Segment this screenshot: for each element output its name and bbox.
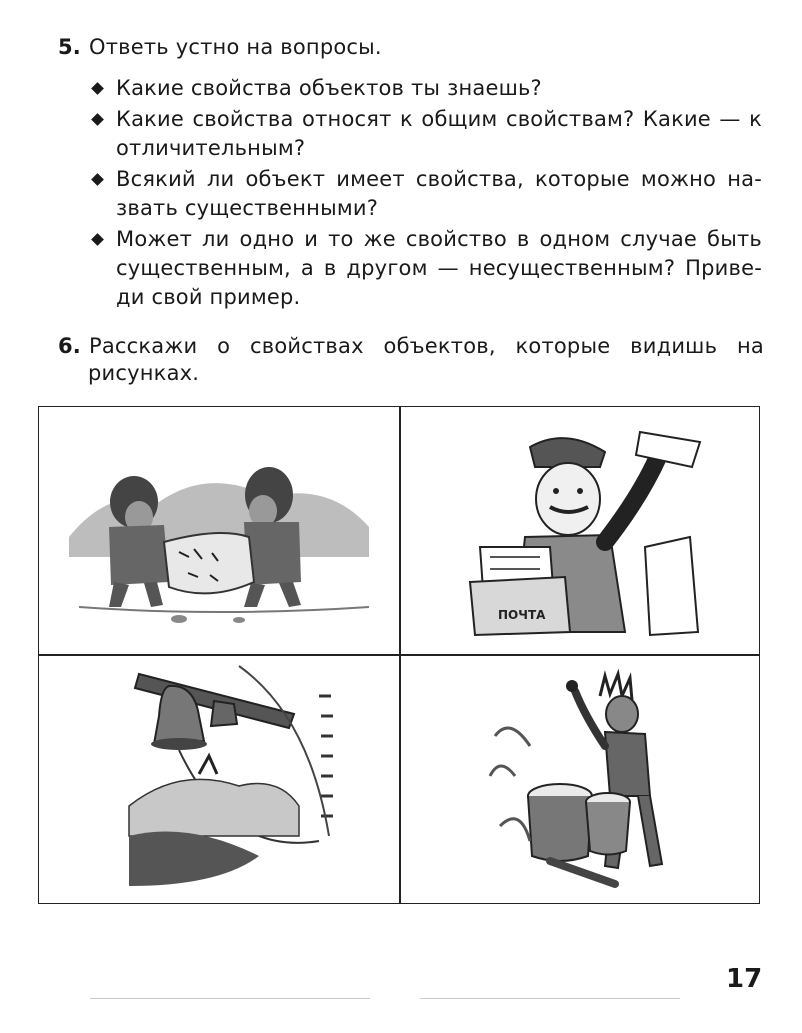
- task-6-text-line2: рисунках.: [88, 361, 200, 385]
- question-item: Какие свойства относят к общим свойствам? Какие — к отличительным?: [90, 105, 762, 163]
- task-6-heading: [58, 333, 764, 387]
- cavemen-with-hide-icon: [39, 407, 399, 654]
- bell-tower-icon: [39, 656, 399, 903]
- question-item: Может ли одно и то же свойство в одном случае быть существенным, а в другом — несущественным? Приве-ди свой пример.: [90, 225, 762, 312]
- picture-grid: [38, 406, 760, 904]
- postman-bag-label: ПОЧТА: [498, 608, 546, 622]
- picture-postman: [400, 407, 760, 654]
- page-number: 17: [726, 964, 763, 994]
- task-5-heading: [58, 34, 382, 61]
- task-5-number: 5.: [58, 35, 81, 59]
- picture-cavemen: [39, 407, 399, 654]
- task-6-text-line1: Расскажи о свойствах объектов, которые видишь на: [89, 334, 764, 358]
- task-6-number: 6.: [58, 334, 81, 358]
- picture-drummer: [400, 656, 760, 903]
- question-item: Какие свойства объектов ты знаешь?: [90, 74, 762, 103]
- scan-artifact: [420, 998, 680, 999]
- task-5-title: Ответь устно на вопросы.: [89, 35, 382, 59]
- task-5-questions: [90, 74, 762, 314]
- picture-bell: [39, 656, 399, 903]
- native-drummer-icon: [400, 656, 760, 903]
- scan-artifact: [90, 998, 370, 999]
- question-item: Всякий ли объект имеет свойства, которые можно на-звать существенными?: [90, 165, 762, 223]
- postman-icon: [400, 407, 760, 654]
